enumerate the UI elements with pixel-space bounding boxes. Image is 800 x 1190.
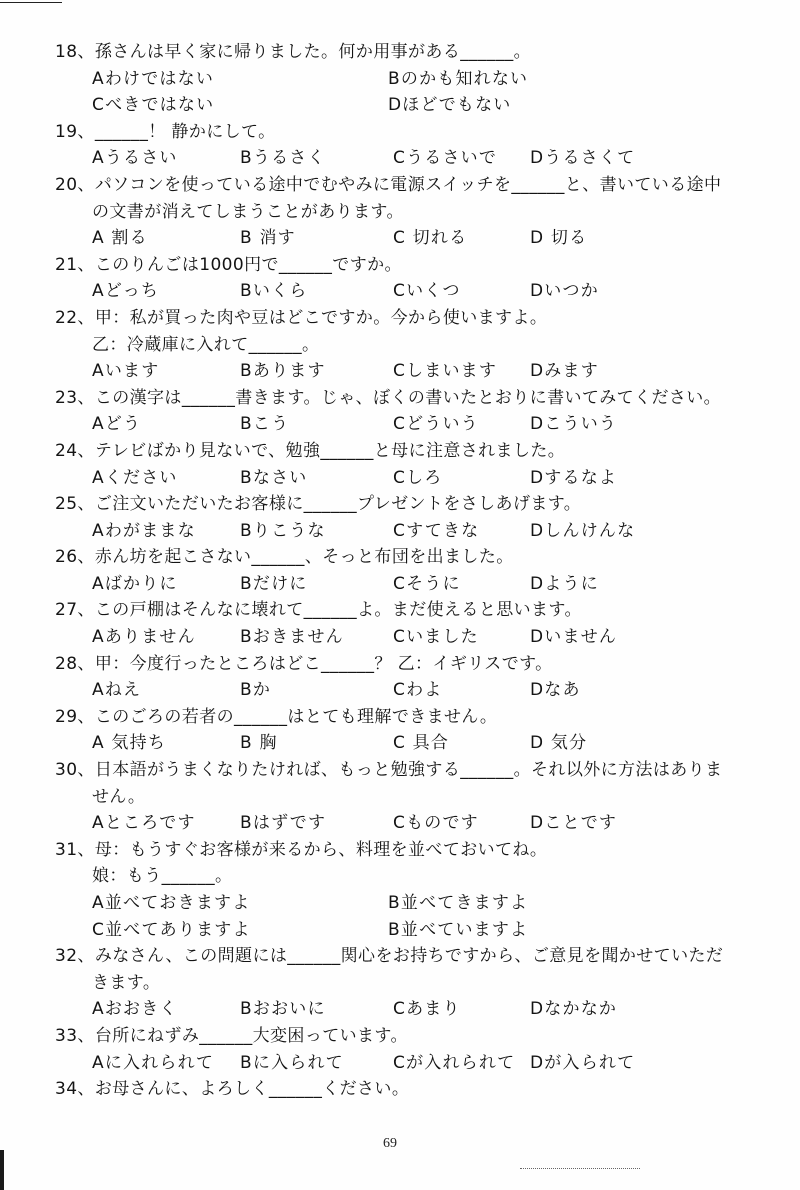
question-block	[55, 837, 785, 943]
answer-option: Cうるさいで	[393, 148, 498, 169]
answer-option: Aどう	[92, 414, 142, 435]
answer-option: Aどっち	[92, 281, 160, 302]
question-block	[55, 438, 785, 491]
question-block	[55, 1023, 785, 1076]
scan-edge-mark	[0, 1150, 4, 1190]
question-stem: 29、このごろの若者の______はとても理解できません。	[55, 706, 498, 727]
answer-option: Bおおいに	[240, 999, 326, 1020]
answer-options-row	[55, 66, 785, 93]
question-stem: 26、赤ん坊を起こさない______、そっと布団を出ました。	[55, 547, 514, 568]
question-block	[55, 119, 785, 172]
answer-option: Bだけに	[240, 573, 308, 594]
answer-options-row	[55, 571, 785, 598]
question-stem: 30、日本語がうまくなりたければ、もっと勉強する______。それ以外に方法はありま	[55, 760, 723, 781]
question-block	[55, 544, 785, 597]
question-stem: 19、______！ 静かにして。	[55, 121, 276, 142]
answer-option: Aわけではない	[92, 68, 215, 89]
question-block	[55, 491, 785, 544]
answer-options-row	[55, 890, 785, 917]
answer-option: Cすてきな	[393, 520, 480, 541]
answer-options-row	[55, 810, 785, 837]
question-stem-continuation: 娘：もう______。	[92, 866, 233, 887]
answer-option: Dように	[530, 573, 599, 594]
answer-option: A 気持ち	[92, 733, 167, 754]
answer-option: Bはずです	[240, 813, 327, 834]
answer-option: Dみます	[530, 361, 599, 382]
question-block	[55, 172, 785, 252]
page-number: 69	[383, 1136, 397, 1151]
answer-option: B 消す	[240, 228, 296, 249]
question-stem: 33、台所にねずみ______大変困っています。	[55, 1025, 408, 1046]
answer-options-row	[55, 92, 785, 119]
question-stem: 31、母：もうすぐお客様が来るから、料理を並べておいてね。	[55, 839, 548, 860]
answer-option: C 具合	[393, 733, 450, 754]
answer-option: Dことです	[530, 813, 618, 834]
answer-option: Dうるさくて	[530, 148, 636, 169]
question-stem: 27、この戸棚はそんなに壊れて______よ。まだ使えると思います。	[55, 600, 582, 621]
question-block	[55, 704, 785, 757]
answer-option: Bこう	[240, 414, 290, 435]
answer-option: Bりこうな	[240, 520, 326, 541]
answer-option: Dいつか	[530, 281, 599, 302]
answer-option: Cそうに	[393, 573, 461, 594]
answer-options-row	[55, 996, 785, 1023]
answer-option: B 胸	[240, 733, 278, 754]
question-block	[55, 39, 785, 119]
answer-option: Bなさい	[240, 467, 308, 488]
question-stem: 25、ご注文いただいたお客様に______プレゼントをさしあげます。	[55, 494, 582, 515]
answer-option: Aわがままな	[92, 520, 196, 541]
answer-option: Cいました	[393, 627, 479, 648]
answer-option: Cいくつ	[393, 281, 461, 302]
answer-option: Cが入れられて	[393, 1052, 516, 1073]
question-stem-continuation: せん。	[92, 786, 146, 807]
answer-option: Aばかりに	[92, 573, 178, 594]
answer-option: Cわよ	[393, 680, 443, 701]
answer-option: Dするなよ	[530, 467, 618, 488]
answer-option: Cどういう	[393, 414, 479, 435]
answer-option: Bおきません	[240, 627, 344, 648]
answer-options-row	[55, 1050, 785, 1077]
answer-option: Cしろ	[393, 467, 443, 488]
answer-option: Dなあ	[530, 680, 581, 701]
question-stem-continuation: 乙：冷蔵庫に入れて______。	[92, 334, 320, 355]
answer-option: D 切る	[530, 228, 588, 249]
answer-option: Aいます	[92, 361, 160, 382]
question-block	[55, 305, 785, 385]
question-stem: 34、お母さんに、よろしく______ください。	[55, 1079, 410, 1100]
answer-option: C並べてありますよ	[92, 919, 251, 940]
answer-option: Aありません	[92, 627, 196, 648]
answer-option: Dしんけんな	[530, 520, 636, 541]
answer-option: Bいくら	[240, 281, 308, 302]
answer-option: Aおおきく	[92, 999, 178, 1020]
answer-option: Aうるさい	[92, 148, 178, 169]
answer-options-row	[55, 358, 785, 385]
answer-options-row	[55, 518, 785, 545]
answer-options-row	[55, 465, 785, 492]
question-list	[55, 39, 785, 1103]
answer-options-row	[55, 145, 785, 172]
question-stem-continuation: の文書が消えてしまうことがあります。	[92, 201, 404, 222]
question-stem: 20、パソコンを使っている途中でむやみに電源スイッチを______と、書いている途中	[55, 174, 722, 195]
answer-option: Bのかも知れない	[388, 68, 529, 89]
answer-option: Cしまいます	[393, 361, 498, 382]
answer-option: Dこういう	[530, 414, 618, 435]
answer-option: Aに入れられて	[92, 1052, 215, 1073]
answer-option: Cあまり	[393, 999, 461, 1020]
answer-option: Cべきではない	[92, 95, 215, 116]
question-stem: 28、甲：今度行ったところはどこ______？ 乙：イギリスです。	[55, 653, 553, 674]
question-block	[55, 651, 785, 704]
answer-option: Aねえ	[92, 680, 142, 701]
answer-option: B並べてきますよ	[388, 893, 529, 913]
question-stem: 18、孫さんは早く家に帰りました。何か用事がある______。	[55, 42, 532, 62]
answer-option: A 割る	[92, 228, 148, 249]
answer-options-row	[55, 917, 785, 944]
answer-options-row	[55, 677, 785, 704]
question-block	[55, 943, 785, 1023]
scan-dotted-line	[520, 1168, 640, 1169]
question-block	[55, 252, 785, 305]
answer-option: Dなかなか	[530, 999, 618, 1020]
answer-options-row	[55, 624, 785, 651]
scan-top-rule	[0, 2, 62, 3]
question-stem: 32、みなさん、この問題には______関心をお持ちですから、ご意見を聞かせていただ	[55, 946, 724, 967]
answer-options-row	[55, 730, 785, 757]
answer-option: B並べていますよ	[388, 919, 529, 940]
answer-option: Aところです	[92, 813, 196, 834]
answer-option: Bうるさく	[240, 148, 326, 169]
question-stem: 22、甲：私が買った肉や豆はどこですか。今から使いますよ。	[55, 307, 548, 328]
answer-option: Dいません	[530, 627, 618, 648]
answer-option: Dほどでもない	[388, 95, 512, 116]
answer-option: Aください	[92, 467, 178, 488]
answer-option: Bに入られて	[240, 1052, 344, 1073]
answer-option: Dが入られて	[530, 1052, 636, 1073]
answer-options-row	[55, 411, 785, 438]
answer-option: A並べておきますよ	[92, 893, 251, 913]
answer-option: C 切れる	[393, 228, 468, 249]
question-stem: 24、テレビばかり見ないで、勉強______と母に注意されました。	[55, 440, 566, 461]
question-stem: 23、この漢字は______書きます。じゃ、ぼくの書いたとおりに書いてみてください。	[55, 387, 722, 408]
question-block	[55, 597, 785, 650]
answer-options-row	[55, 225, 785, 252]
answer-option: Bか	[240, 680, 272, 701]
question-block	[55, 1076, 785, 1103]
question-stem-continuation: きます。	[92, 972, 161, 993]
question-block	[55, 385, 785, 438]
answer-options-row	[55, 278, 785, 305]
question-block	[55, 757, 785, 837]
question-stem: 21、このりんごは1000円で______ですか。	[55, 254, 402, 275]
answer-option: Bあります	[240, 361, 326, 382]
answer-option: Cものです	[393, 813, 479, 834]
answer-option: D 気分	[530, 733, 588, 754]
